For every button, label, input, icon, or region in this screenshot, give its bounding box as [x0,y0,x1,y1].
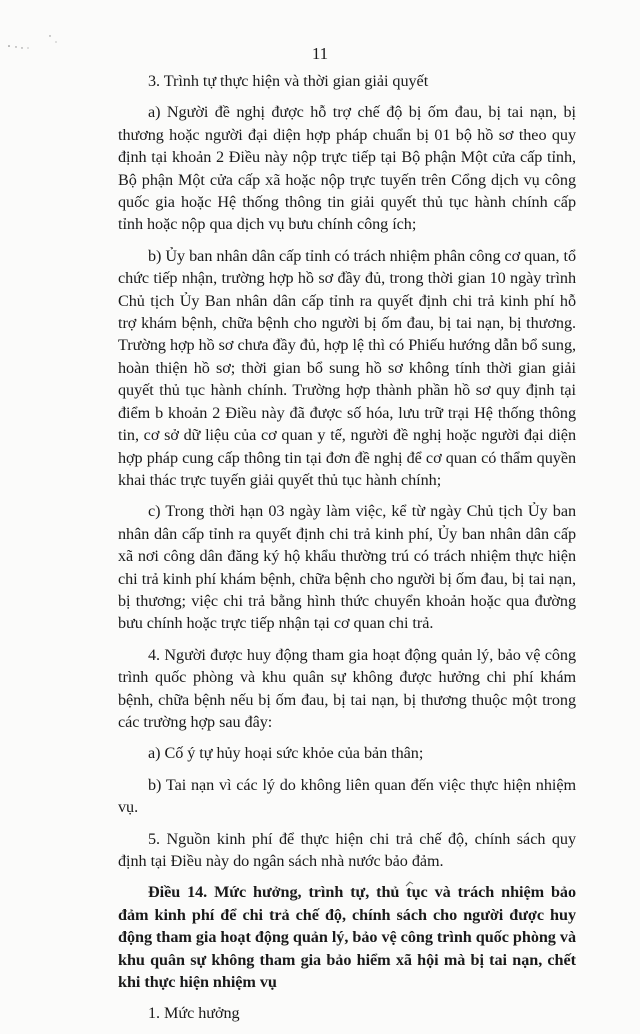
article-14-heading: Điều 14. Mức hưởng, trình tự, thủ tục và trách nhiệm bảo đảm kinh phí để chi trả chế độ, chính sách cho người được huy động tham gia hoạt động quản lý, bảo vệ công trình quốc phòng và khu quân sự không tham gia bảo hiểm xã hội mà bị tai nạn, chết khi thực hiện nhiệm vụ [118,883,576,992]
paragraph-4a: a) Cố ý tự hủy hoại sức khỏe của bản thân; [148,744,424,763]
scan-mark [405,880,415,888]
section-3-title: 3. Trình tự thực hiện và thời gian giải quyết [148,72,429,90]
section-1-title: 1. Mức hưởng [148,1004,240,1023]
paragraph-3a: a) Người đề nghị được hỗ trợ chế độ bị ốm đau, bị tai nạn, bị thương hoặc người đại diện hợp pháp chuẩn bị 01 bộ hồ sơ theo quy định tại khoản 2 Điều này nộp trực tiếp tại Bộ phận Một cửa cấp tỉnh, Bộ phận Một cửa cấp xã hoặc nộp trực tuyến trên Cổng dịch vụ công quốc gia hoặc Hệ thống thông tin giải quyết thủ tục hành chính cấp tỉnh hoặc nộp qua dịch vụ bưu chính công ích; [118,103,576,234]
page-number: 11 [311,44,329,63]
paragraph-3c: c) Trong thời hạn 03 ngày làm việc, kể từ ngày Chủ tịch Ủy ban nhân dân cấp tỉnh ra quyết định chi trả kinh phí, Ủy ban nhân dân cấp xã nơi công dân đăng ký hộ khẩu thường trú có trách nhiệm thực hiện chi trả kinh phí khám bệnh, chữa bệnh cho người bị ốm đau, bị tai nạn, bị thương; việc chi trả bằng hình thức chuyển khoản hoặc qua đường bưu chính hoặc trực tiếp nhận tại cơ quan chi trả. [118,502,576,633]
paragraph-4b: b) Tai nạn vì các lý do không liên quan đến việc thực hiện nhiệm vụ. [118,775,576,817]
paragraph-4: 4. Người được huy động tham gia hoạt động quản lý, bảo vệ công trình quốc phòng và khu quân sự không được hưởng chi phí khám bệnh, chữa bệnh nếu bị ốm đau, bị tai nạn, bị thương thuộc một trong các trường hợp sau đây: [118,645,576,731]
document-body [118,70,576,1034]
paragraph-3b: b) Ủy ban nhân dân cấp tỉnh có trách nhiệm phân công cơ quan, tổ chức tiếp nhận, trường hợp hồ sơ đầy đủ, trong thời gian 10 ngày trình Chủ tịch Ủy Ban nhân dân cấp tỉnh ra quyết định chi trả kinh phí hỗ trợ khám bệnh, chữa bệnh cho người bị ốm đau, bị tai nạn, bị thương. Trường hợp hồ sơ chưa đầy đủ, hợp lệ thì có Phiếu hướng dẫn bổ sung, hoàn thiện hồ sơ; thời gian bổ sung hồ sơ không tính thời gian giải quyết thủ tục hành chính. Trường hợp thành phần hồ sơ quy định tại điểm b khoản 2 Điều này đã được số hóa, lưu trữ trại Hệ thống thông tin, cơ sở dữ liệu của cơ quan y tế, người đề nghị hoặc người đại diện hợp pháp cung cấp thông tin tại đơn đề nghị để cơ quan có thẩm quyền khai thác trực tuyến giải quyết thủ tục hành chính; [118,246,576,489]
paragraph-5: 5. Nguồn kinh phí để thực hiện chi trả chế độ, chính sách quy định tại Điều này do ngân sách nhà nước bảo đảm. [118,829,576,870]
